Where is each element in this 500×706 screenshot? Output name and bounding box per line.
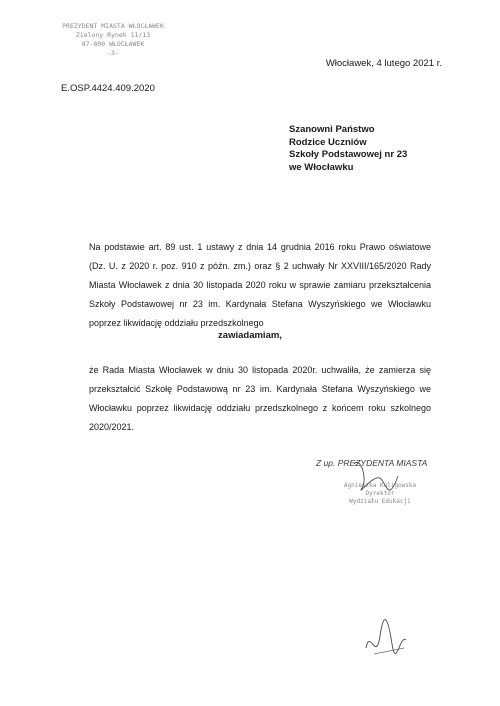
body-paragraph-legal-basis: Na podstawie art. 89 ust. 1 ustawy z dnia 14 grudnia 2016 roku Prawo oświatowe (Dz. U. z 2020 r. poz. 910 z późn. zm.) oraz § 2 uchwały Nr XXVIII/165/2020 Rady Miasta Włocławek z dnia 30 listopada 2020 roku w sprawie zamiaru przekształcenia Szkoły Podstawowej nr 23 im. Kardynała Stefana Wyszyńskiego we Włocławku poprzez likwidację oddziału przedszkolnego [89, 242, 431, 328]
reference-number: E.OSP.4424.409.2020 [61, 83, 155, 94]
recipient-line: Szkoły Podstawowej nr 23 [289, 149, 408, 160]
sender-stamp [58, 22, 168, 58]
sender-stamp-line: Zielony Rynek 11/13 [75, 31, 151, 39]
signature-title: Z up. PREZYDENTA MIASTA [316, 458, 428, 468]
recipient-line: Rodzice Uczniów [289, 136, 367, 148]
letter-date: Włocławek, 4 lutego 2021 r. [325, 58, 442, 69]
name-stamp-line: Dyrektor [365, 490, 395, 497]
sender-stamp-line: 87-800 WŁOCŁAWEK [81, 40, 145, 48]
announcement-heading: zawiadamiam, [218, 330, 282, 341]
sender-stamp-line: PREZYDENT MIASTA WŁOCŁAWEK [62, 22, 164, 30]
body-paragraph-decision: że Rada Miasta Włocławek w dniu 30 listopada 2020r. uchwaliła, że zamierza się przekształcić Szkołę Podstawową nr 23 im. Kardynała Stefana Wyszyńskiego we Włocławku poprzez likwidację oddziału przedszkolnego z końcem roku szkolnego 2020/2021. [89, 365, 431, 432]
recipient-block [289, 124, 407, 174]
name-stamp-line: Agnieszka Kuligowska [343, 482, 417, 489]
name-stamp-line: Wydziału Edukacji [349, 498, 411, 505]
handwritten-signature-icon [316, 458, 448, 658]
signature-block [316, 458, 448, 658]
recipient-line: we Włocławku [289, 161, 354, 173]
recipient-line: Szanowni Państwo [289, 124, 375, 135]
sender-stamp-line: -3- [107, 49, 119, 57]
